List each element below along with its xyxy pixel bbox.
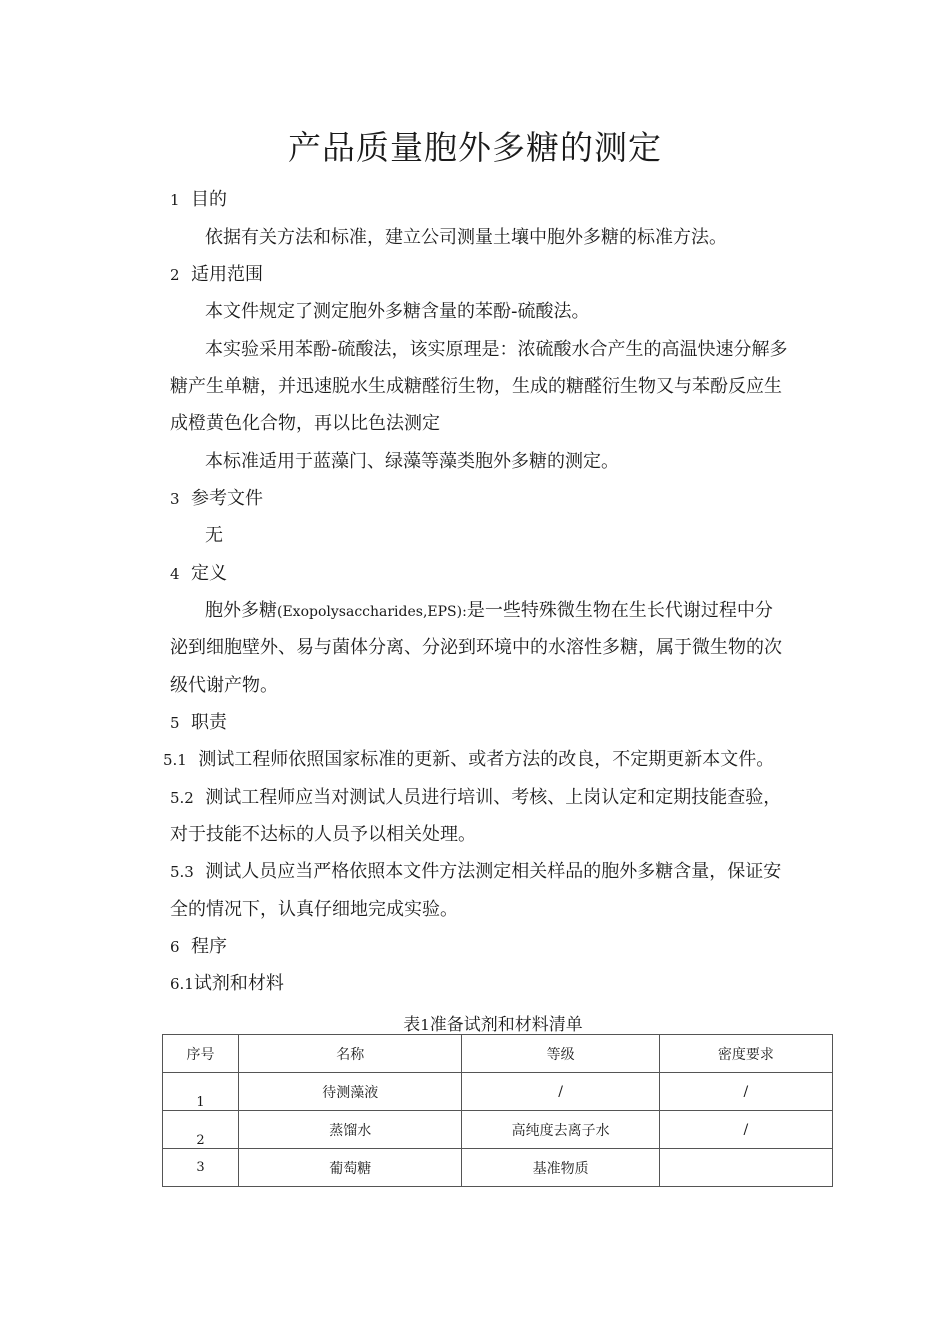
page-title: 产品质量胞外多糖的测定 — [288, 128, 662, 167]
caption-text: 准备试剂和材料清单 — [429, 1015, 583, 1035]
cell-grade: 高纯度去离子水 — [462, 1111, 659, 1149]
term-latin: (Exopolysaccharides,EPS): — [277, 604, 467, 620]
subsection-number: 6.1 — [170, 975, 194, 993]
section-title: 职责 — [191, 712, 227, 733]
cell-grade: 基准物质 — [462, 1149, 659, 1187]
section-5-item-2-line-1 — [170, 784, 781, 812]
cell-density: / — [659, 1111, 832, 1149]
header-cell-name: 名称 — [239, 1035, 462, 1073]
section-title: 参考文件 — [191, 488, 263, 509]
section-title: 目的 — [191, 189, 227, 210]
caption-prefix: 表 — [403, 1015, 421, 1035]
section-4-paragraph-line-1 — [205, 597, 773, 626]
section-2-paragraph-2-line-1: 本实验采用苯酚-硫酸法，该实原理是：浓硫酸水合产生的高温快速分解多 — [205, 339, 788, 360]
term: 胞外多糖 — [205, 600, 277, 621]
item-text: 测试工程师依照国家标准的更新、或者方法的改良，不定期更新本文件。 — [198, 749, 775, 770]
cell-density — [659, 1149, 832, 1187]
section-6-1-heading — [170, 970, 284, 998]
section-4-paragraph-line-2: 泌到细胞壁外、易与菌体分离、分泌到环境中的水溶性多糖，属于微生物的次 — [170, 637, 782, 658]
cell-grade: / — [462, 1073, 659, 1111]
cell-seq: 1 — [163, 1073, 239, 1111]
section-5-item-1 — [163, 746, 774, 774]
section-number: 2 — [170, 266, 180, 284]
cell-name: 待测藻液 — [239, 1073, 462, 1111]
cell-density: / — [659, 1073, 832, 1111]
table-header-row — [163, 1035, 833, 1073]
section-title: 程序 — [191, 936, 227, 957]
item-number: 5.3 — [170, 863, 194, 881]
item-number: 5.2 — [170, 789, 194, 807]
header-cell-density: 密度要求 — [659, 1035, 832, 1073]
section-5-heading — [170, 709, 227, 737]
section-4-heading — [170, 560, 227, 588]
section-title: 定义 — [191, 563, 227, 584]
section-5-item-2-line-2: 对于技能不达标的人员予以相关处理。 — [170, 824, 476, 845]
item-text: 测试工程师应当对测试人员进行培训、考核、上岗认定和定期技能查验， — [205, 787, 782, 808]
section-number: 3 — [170, 490, 180, 508]
table-row — [163, 1149, 833, 1187]
section-2-heading — [170, 261, 263, 289]
section-number: 4 — [170, 565, 180, 583]
cell-name: 蒸馏水 — [239, 1111, 462, 1149]
section-number: 1 — [170, 191, 180, 209]
caption-number: 1 — [420, 1016, 430, 1034]
cell-seq: 2 — [163, 1111, 239, 1149]
subsection-title: 试剂和材料 — [193, 973, 284, 994]
section-5-item-3-line-1 — [170, 858, 781, 886]
table-row — [163, 1111, 833, 1149]
section-4-paragraph-line-3: 级代谢产物。 — [170, 675, 278, 696]
item-number: 5.1 — [163, 751, 187, 769]
section-title: 适用范围 — [191, 264, 263, 285]
reagents-table — [162, 1034, 833, 1187]
section-2-paragraph-2-line-2: 糖产生单糖，并迅速脱水生成糖醛衍生物，生成的糖醛衍生物又与苯酚反应生 — [170, 376, 782, 397]
item-text: 测试人员应当严格依照本文件方法测定相关样品的胞外多糖含量，保证安 — [205, 861, 782, 882]
section-number: 5 — [170, 714, 180, 732]
section-6-heading — [170, 933, 227, 961]
definition: 是一些特殊微生物在生长代谢过程中分 — [466, 600, 773, 621]
section-1-heading — [170, 186, 227, 214]
section-number: 6 — [170, 938, 180, 956]
section-2-paragraph-3: 本标准适用于蓝藻门、绿藻等藻类胞外多糖的测定。 — [205, 451, 619, 472]
section-5-item-3-line-2: 全的情况下，认真仔细地完成实验。 — [170, 899, 458, 920]
cell-name: 葡萄糖 — [239, 1149, 462, 1187]
section-3-heading — [170, 485, 263, 513]
header-cell-seq: 序号 — [163, 1035, 239, 1073]
section-3-paragraph: 无 — [205, 525, 223, 546]
section-1-paragraph: 依据有关方法和标准，建立公司测量土壤中胞外多糖的标准方法。 — [205, 227, 727, 248]
section-2-paragraph-1: 本文件规定了测定胞外多糖含量的苯酚-硫酸法。 — [205, 301, 590, 322]
table-row — [163, 1073, 833, 1111]
section-2-paragraph-2-line-3: 成橙黄色化合物，再以比色法测定 — [170, 413, 440, 434]
cell-seq: 3 — [163, 1149, 239, 1187]
header-cell-grade: 等级 — [462, 1035, 659, 1073]
